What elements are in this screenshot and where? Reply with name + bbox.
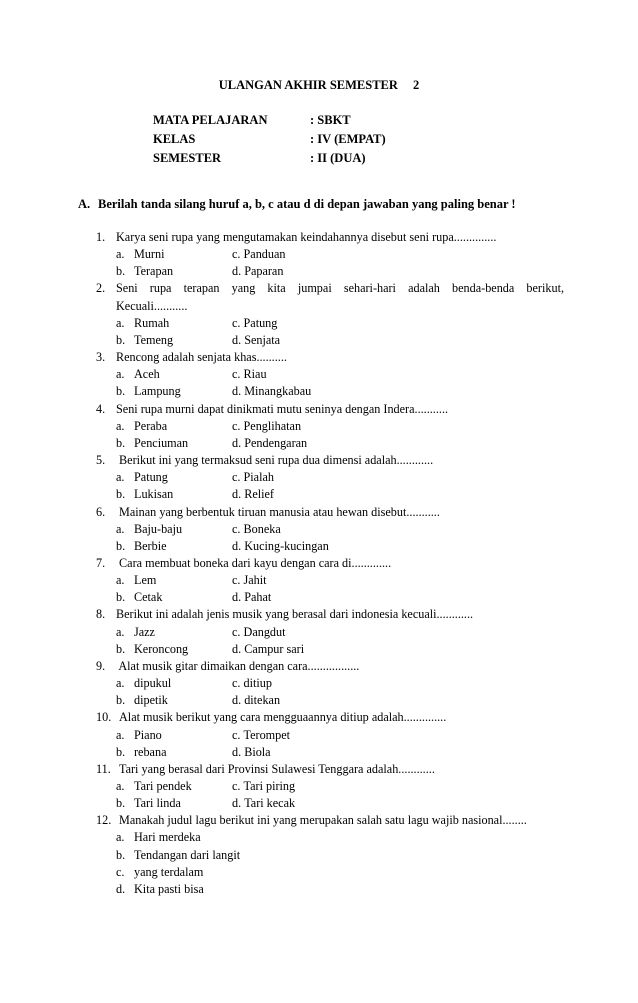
option-letter: b. [116, 590, 126, 605]
question-4 [96, 401, 564, 452]
option-letter: a. [116, 830, 125, 845]
section-instruction [78, 197, 516, 212]
meta-row-class [153, 130, 386, 149]
option [116, 744, 232, 761]
question-text: Karya seni rupa yang mengutamakan keindahannya disebut seni rupa.............. [116, 230, 497, 244]
option-letter: d. [232, 590, 242, 605]
meta-label: MATA PELAJARAN [153, 113, 268, 127]
question-text: Berikut ini adalah jenis musik yang berasal dari indonesia kecuali............ [116, 607, 474, 622]
option-letter: a. [116, 470, 125, 485]
option-letter: c. [232, 727, 241, 742]
option-text: Tari kecak [244, 796, 296, 811]
option [232, 315, 348, 332]
option-letter: d. [232, 693, 242, 708]
option-text: Patung [134, 470, 168, 485]
option-text: Temeng [134, 332, 174, 347]
option [116, 572, 232, 589]
option-letter: c. [232, 779, 241, 793]
option-letter: a. [116, 676, 125, 691]
question-8 [96, 606, 564, 657]
option-letter: b. [116, 264, 126, 279]
question-number: 5. [96, 453, 106, 468]
option-text: Berbie [134, 538, 167, 553]
option-text: Tari linda [134, 796, 181, 811]
exam-title-text: ULANGAN AKHIR SEMESTER [218, 78, 398, 92]
option [116, 435, 232, 452]
option-letter: c. [232, 521, 241, 536]
option-letter: a. [116, 247, 125, 262]
option-text: Relief [244, 487, 274, 502]
option [96, 847, 564, 864]
option-letter: b. [116, 487, 126, 502]
option-letter: b. [116, 332, 126, 347]
option [116, 246, 232, 263]
meta-value: : SBKT [310, 113, 351, 127]
question-text: Tari yang berasal dari Provinsi Sulawesi Tenggara adalah............ [119, 761, 435, 776]
option [96, 829, 564, 846]
option-letter: c. [232, 470, 241, 485]
option [116, 366, 232, 383]
option [116, 589, 232, 606]
option-letter: d. [116, 881, 126, 896]
option-text: Pialah [243, 470, 274, 485]
option [232, 263, 348, 280]
option-letter: c. [232, 418, 241, 433]
question-number: 12. [96, 813, 112, 828]
option-text: Kita pasti bisa [134, 881, 204, 896]
option-letter: d. [232, 641, 242, 656]
option [116, 624, 232, 641]
question-number: 11. [96, 761, 111, 776]
option-text: Terompet [243, 727, 291, 742]
option [232, 418, 348, 435]
option [232, 521, 348, 538]
option [116, 332, 232, 349]
meta-value: : II (DUA) [310, 151, 366, 165]
option-text: Pahat [244, 590, 272, 605]
option [232, 572, 348, 589]
option-letter: d. [232, 384, 242, 399]
option-text: Lem [134, 573, 157, 588]
option-text: yang terdalam [134, 864, 204, 879]
question-number: 9. [96, 658, 106, 673]
question-text: Manakah judul lagu berikut ini yang merupakan salah satu lagu wajib nasional........ [119, 813, 527, 828]
option-text: Rumah [134, 315, 170, 330]
option-text: Tari pendek [134, 779, 192, 793]
meta-label: KELAS [153, 132, 196, 146]
option-text: Campur sari [244, 641, 305, 656]
option-letter: a. [116, 779, 125, 793]
option-text: ditekan [244, 693, 281, 708]
meta-row-subject [153, 111, 386, 130]
option-text: Terapan [134, 264, 174, 279]
option-letter: b. [116, 384, 126, 399]
question-text: Cara membuat boneka dari kayu dengan cara di............. [116, 555, 392, 570]
option [116, 675, 232, 692]
option-letter: d. [232, 487, 242, 502]
option-text: Cetak [134, 590, 163, 605]
option [116, 778, 232, 795]
question-number: 4. [96, 401, 106, 416]
section-letter: A. [78, 197, 91, 211]
question-text: Alat musik gitar dimaikan dengan cara................. [116, 658, 360, 673]
option [232, 641, 348, 658]
meta-label: SEMESTER [153, 151, 222, 165]
question-number: 6. [96, 504, 106, 519]
question-number: 2. [96, 281, 106, 296]
option [232, 589, 348, 606]
option [232, 246, 348, 263]
option-text: Tari piring [243, 779, 296, 793]
option-text: Jazz [134, 624, 155, 639]
option-text: Peraba [134, 418, 168, 433]
option [96, 881, 564, 898]
question-number: 8. [96, 607, 106, 622]
question-number: 3. [96, 350, 106, 365]
option [116, 641, 232, 658]
option-letter: b. [116, 693, 126, 708]
option-letter: c. [232, 367, 241, 382]
option [116, 692, 232, 709]
option [232, 778, 348, 795]
option-text: Boneka [243, 521, 281, 536]
option-text: Piano [134, 727, 162, 742]
option-text: Paparan [244, 264, 284, 279]
option [116, 418, 232, 435]
option-letter: d. [232, 332, 242, 347]
question-number: 10. [96, 710, 112, 725]
question-3 [96, 349, 564, 400]
option-letter: a. [116, 315, 125, 330]
question-text-continued: Kecuali........... [116, 298, 188, 313]
option [116, 486, 232, 503]
option-letter: b. [116, 847, 126, 862]
option [232, 538, 348, 555]
option [232, 366, 348, 383]
question-number: 7. [96, 555, 106, 570]
option-text: Murni [134, 247, 165, 262]
option-text: Kucing-kucingan [244, 538, 329, 553]
option [232, 692, 348, 709]
option-letter: b. [116, 435, 126, 450]
option [232, 795, 348, 812]
option-letter: c. [232, 573, 241, 588]
option [232, 675, 348, 692]
option [116, 727, 232, 744]
option-letter: d. [232, 744, 242, 759]
option-letter: d. [232, 435, 242, 450]
meta-row-semester [153, 149, 386, 168]
option [116, 795, 232, 812]
exam-meta [153, 111, 386, 168]
option-text: Senjata [244, 332, 281, 347]
option-letter: c. [232, 315, 241, 330]
option [232, 383, 348, 400]
option-text: Panduan [243, 247, 286, 262]
option-text: dipetik [134, 693, 168, 708]
option-letter: c. [232, 247, 241, 262]
option-text: Biola [244, 744, 271, 759]
question-2 [96, 280, 564, 349]
option-text: ditiup [243, 676, 272, 691]
option-letter: b. [116, 796, 126, 811]
option-letter: d. [232, 538, 242, 553]
option-letter: b. [116, 744, 126, 759]
option [232, 469, 348, 486]
question-list [96, 229, 564, 898]
question-5 [96, 452, 564, 503]
option [232, 744, 348, 761]
option [232, 332, 348, 349]
option [116, 263, 232, 280]
option-letter: c. [232, 624, 241, 639]
option [116, 315, 232, 332]
option-letter: d. [232, 264, 242, 279]
option [96, 864, 564, 881]
question-11 [96, 761, 564, 812]
option [232, 486, 348, 503]
meta-value: : IV (EMPAT) [310, 132, 386, 146]
option-text: Pendengaran [244, 435, 308, 450]
option-letter: c. [116, 864, 125, 879]
option-text: Tendangan dari langit [134, 847, 241, 862]
option-letter: a. [116, 624, 125, 639]
option-text: Dangdut [243, 624, 286, 639]
option [116, 521, 232, 538]
option-text: Lampung [134, 384, 181, 399]
option-text: Riau [243, 367, 267, 382]
option-letter: a. [116, 727, 125, 742]
question-text: Berikut ini yang termaksud seni rupa dua dimensi adalah............ [116, 453, 434, 468]
option-text: Keroncong [134, 641, 189, 656]
option-text: Aceh [134, 367, 160, 382]
option-letter: a. [116, 418, 125, 433]
question-12 [96, 812, 564, 898]
question-text: Mainan yang berbentuk tiruan manusia atau hewan disebut........... [116, 504, 440, 519]
option-letter: d. [232, 796, 242, 811]
option-letter: c. [232, 676, 241, 691]
option-letter: a. [116, 573, 125, 588]
question-text: Rencong adalah senjata khas.......... [116, 350, 287, 365]
exam-title-number: 2 [413, 78, 420, 92]
exam-title [0, 78, 638, 93]
option [116, 538, 232, 555]
option-text: Patung [243, 315, 278, 330]
option-letter: b. [116, 641, 126, 656]
option-letter: a. [116, 367, 125, 382]
option-text: Minangkabau [244, 384, 312, 399]
option-text: Lukisan [134, 487, 174, 502]
option-letter: b. [116, 538, 126, 553]
option [232, 624, 348, 641]
option-text: Jahit [243, 573, 267, 588]
option-text: dipukul [134, 676, 172, 691]
option [116, 383, 232, 400]
instruction-text: Berilah tanda silang huruf a, b, c atau d di depan jawaban yang paling benar ! [98, 197, 516, 211]
question-text: Seni rupa murni dapat dinikmati mutu seninya dengan Indera........... [116, 401, 449, 416]
option-text: rebana [134, 744, 167, 759]
option-text: Penglihatan [243, 418, 302, 433]
question-6 [96, 504, 564, 555]
option [232, 727, 348, 744]
question-10 [96, 709, 564, 760]
option-text: Penciuman [134, 435, 189, 450]
option-text: Baju-baju [134, 521, 183, 536]
question-1 [96, 229, 564, 280]
option [116, 469, 232, 486]
question-number: 1. [96, 230, 106, 244]
question-text: Alat musik berikut yang cara mengguaannya ditiup adalah.............. [119, 710, 447, 725]
option-letter: a. [116, 521, 125, 536]
option-text: Hari merdeka [134, 830, 201, 845]
question-9 [96, 658, 564, 709]
question-7 [96, 555, 564, 606]
option [232, 435, 348, 452]
question-text: Seni rupa terapan yang kita jumpai sehari-hari adalah benda-benda berikut, [116, 281, 564, 296]
